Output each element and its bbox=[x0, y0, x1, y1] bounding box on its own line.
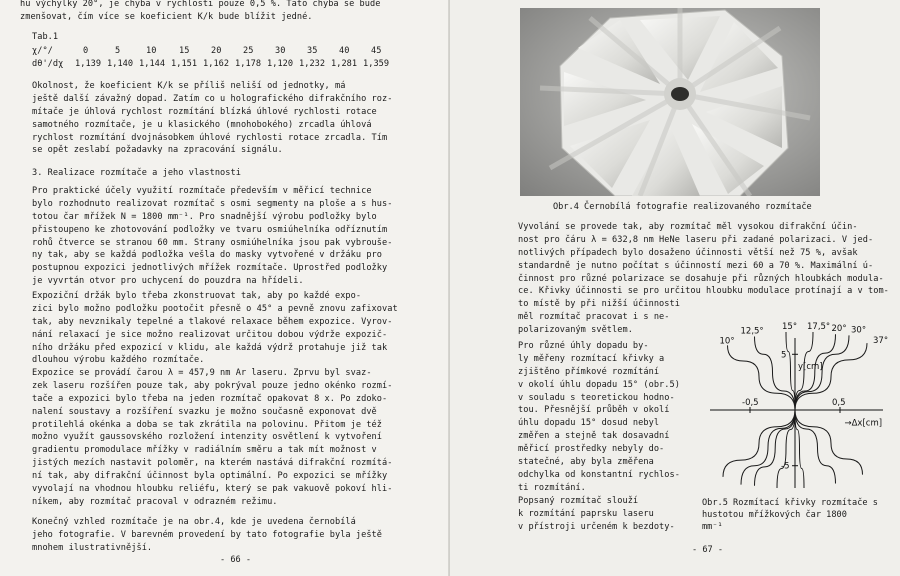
text-line: je vyvrtán otvor pro uchycení do pouzdra na hřídeli. bbox=[32, 276, 304, 287]
table-cell: 0 bbox=[83, 46, 89, 56]
text-line: přistoupeno ke zhotovování podložky ve tvaru osmiúhelníka odříznutím bbox=[32, 224, 388, 235]
text-line: se opět zeslabí požadavky na zpracování signálu. bbox=[32, 145, 283, 156]
text-line: mnohem ilustrativnější. bbox=[32, 542, 153, 553]
text-line: odchylka od konstantní rychlos- bbox=[518, 469, 680, 480]
rotor-photo bbox=[520, 8, 820, 196]
text-line: v souladu s teoretickou hodno- bbox=[518, 392, 675, 403]
figure-caption bbox=[702, 497, 878, 533]
text-line: úhlu dopadu 15° dosud nebyl bbox=[518, 418, 660, 429]
left-top-lines bbox=[20, 0, 380, 24]
text-line: to místě by při nižší účinnosti bbox=[518, 299, 680, 310]
text-line: bylo rozhodnuto realizovat rozmítač s osmi segmenty na ploše a s hus- bbox=[32, 198, 393, 209]
text-line: Pro praktické účely využití rozmítače především v měřicí technice bbox=[32, 186, 372, 196]
text-line: Obr.5 Rozmítací křivky rozmítače s bbox=[702, 498, 878, 508]
text-line: nání relaxací je sice možno realizovat určitou dobou výdrže expozič- bbox=[32, 329, 388, 340]
y-axis-label: y[cm] bbox=[798, 361, 823, 372]
text-line: ly měřeny rozmítací křivky a bbox=[518, 353, 665, 364]
table-cell: 20 bbox=[211, 46, 222, 56]
paragraph bbox=[518, 340, 680, 495]
photo-caption: Obr.4 Černobílá fotografie realizovaného rozmítače bbox=[553, 202, 812, 212]
text-line: nalení soustavy a rozšíření svazku je možno současně exponovat dvě bbox=[32, 406, 377, 417]
table-cell: 1,139 bbox=[75, 59, 102, 69]
text-line: ti rozmítání. bbox=[518, 482, 586, 493]
text-line: totou čar mřížek N = 1800 mm⁻¹. Pro snadnější výrobu podložky bylo bbox=[32, 211, 377, 222]
paragraph bbox=[32, 185, 392, 288]
text-line: zjištěno přímkové rozmítání bbox=[518, 366, 660, 377]
table-cell: 1,232 bbox=[299, 59, 326, 69]
table-cell: 1,162 bbox=[203, 59, 230, 69]
text-line: měl rozmítač pracovat i s ne- bbox=[518, 312, 670, 323]
x-axis-label: →Δx[cm] bbox=[844, 418, 883, 429]
chart-labels bbox=[720, 322, 889, 472]
text-line: Konečný vzhled rozmítače je na obr.4, kde je uvedena černobílá bbox=[32, 517, 356, 527]
table-cell: 25 bbox=[243, 46, 254, 56]
series-label: 10° bbox=[719, 336, 735, 347]
text-line: Pro různé úhly dopadu by- bbox=[518, 341, 649, 351]
table-cell: 15 bbox=[179, 46, 190, 56]
text-line: měřicí prostředky nebyly do- bbox=[518, 444, 665, 455]
text-line: hu výchylky 20°, je chyba v rychlosti pouze 0,5 %. Tato chyba se bude bbox=[20, 0, 381, 9]
text-line: hustotou mřížkových čar 1800 bbox=[702, 510, 847, 520]
table-cell: 40 bbox=[339, 46, 350, 56]
scan-curves-chart bbox=[700, 320, 895, 500]
text-line: zici bylo možno podložku pootočit přesně o 45° a pevně znovu zafixovat bbox=[32, 303, 398, 314]
text-line: samotného rozmítače, je u klasického (mnohobokého) zrcadla úhlová bbox=[32, 119, 372, 130]
paragraph bbox=[32, 80, 392, 157]
x-tick-label: 0,5 bbox=[832, 398, 846, 408]
series-label: 37° bbox=[873, 336, 889, 347]
page-number: - 67 - bbox=[692, 545, 724, 555]
text-line: v okolí úhlu dopadu 15° (obr.5) bbox=[518, 379, 680, 390]
text-line: dlouhou výrobu každého rozmítače. bbox=[32, 355, 205, 366]
table-cell: 1,281 bbox=[331, 59, 358, 69]
text-line: Expoziční držák bylo třeba zkonstruovat tak, aby po každé expo- bbox=[32, 291, 362, 301]
y-tick-label: 5 bbox=[781, 350, 787, 361]
table-cell: 30 bbox=[275, 46, 286, 56]
series-label: 12,5° bbox=[740, 326, 764, 337]
text-line: mítače je úhlová rychlost rozmítání blízká úhlové rychlosti rotace bbox=[32, 106, 377, 117]
series-label: 15° bbox=[782, 322, 798, 332]
page-number: - 66 - bbox=[220, 555, 252, 565]
paragraph bbox=[32, 516, 382, 555]
table-cell: 10 bbox=[146, 46, 157, 56]
text-line: ještě další závažný dopad. Zatím co u holografického difrakčního roz- bbox=[32, 93, 393, 104]
text-line: statečné, aby byla změřena bbox=[518, 457, 654, 468]
text-line: možno využít gaussovského rozložení intenzity osvětlení k vytvoření bbox=[32, 432, 382, 443]
text-line: protilehlá okénka a doba se tak zkrátila na polovinu. Přitom je též bbox=[32, 419, 382, 430]
table-cell: 35 bbox=[307, 46, 318, 56]
text-line: nost pro čáru λ = 632,8 nm HeNe laseru při zadané polarizaci. V jed- bbox=[518, 234, 874, 245]
text-line: k rozmítání paprsku laseru bbox=[518, 508, 654, 519]
table-cell: 1,359 bbox=[363, 59, 390, 69]
paragraph bbox=[518, 495, 675, 534]
text-line: tače a expozici bylo třeba na jeden rozmítač opakovat 8 x. Po zdoko- bbox=[32, 393, 388, 404]
text-line: polarizovaným světlem. bbox=[518, 325, 633, 336]
paragraph bbox=[32, 367, 392, 509]
chart-axes bbox=[710, 338, 883, 488]
text-line: vyvolají na vhodnou hloubku reliéfu, který se pak vakuově pokoví hli- bbox=[32, 484, 393, 495]
table-title: Tab.1 bbox=[32, 32, 59, 42]
text-line: jistých mezích nastavit poloměr, na kterém nastává difrakční rozmítá- bbox=[32, 458, 393, 469]
text-line: ce. Křivky účinnosti se pro určitou hloubku modulace protínají a v tom- bbox=[518, 286, 889, 297]
text-line: Okolnost, že koeficient K/k se příliš neliší od jednotky, má bbox=[32, 81, 346, 91]
text-line: zek laseru rozšířen pouze tak, aby pokrýval pouze jedno okénko rozmí- bbox=[32, 380, 393, 391]
text-line: tou. Přesnější průběh v okolí bbox=[518, 405, 670, 416]
series-label: 30° bbox=[851, 325, 867, 336]
text-line: Vyvolání se provede tak, aby rozmítač měl vysokou difrakční účin- bbox=[518, 222, 858, 232]
text-line: činnost pro různé polarizace se dosahuje při různých hloubkách modula- bbox=[518, 273, 884, 284]
text-line: změřen a stejně tak dosavadní bbox=[518, 431, 670, 442]
text-line: jeho fotografie. V barevném provedení by tato fotografie byla ještě bbox=[32, 529, 382, 540]
text-line: notlivých případech bylo dosaženo účinnosti větší než 75 %, avšak bbox=[518, 247, 858, 258]
text-line: postupnou expozici jednotlivých mřížek rozmítače. Uprostřed podložky bbox=[32, 263, 388, 274]
section-heading: 3. Realizace rozmítače a jeho vlastnosti bbox=[32, 168, 241, 178]
paragraph bbox=[32, 290, 398, 367]
table-cell: 1,144 bbox=[139, 59, 166, 69]
scan-curves-svg bbox=[700, 320, 895, 500]
table-cell: 5 bbox=[115, 46, 121, 56]
table-cell: 1,178 bbox=[235, 59, 262, 69]
text-line: mm⁻¹ bbox=[702, 522, 723, 532]
text-line: zmenšovat, čím více se koeficient K/k bude blížit jedné. bbox=[20, 11, 313, 22]
y-tick-label: -5 bbox=[781, 461, 790, 472]
text-line: ní tak, aby difrakční účinnost byla optimální. Po expozici se mřížky bbox=[32, 471, 388, 482]
table-row-2-label: dθ'/dχ bbox=[32, 59, 64, 69]
table-cell: 45 bbox=[371, 46, 382, 56]
text-line: Popsaný rozmítač slouží bbox=[518, 496, 639, 506]
text-line: ny tak, aby se každá podložka vešla do masky vytvořené v držáku pro bbox=[32, 250, 382, 261]
table-row-1-label: χ/°/ bbox=[32, 46, 53, 56]
text-line: níkem, aby rozmítač pracoval v odrazném režimu. bbox=[32, 496, 278, 507]
text-line: Expozice se provádí čarou λ = 457,9 nm Ar laseru. Zprvu byl svaz- bbox=[32, 368, 372, 378]
text-line: gradientu promodulace mřížky v radiálním směru a tak mít možnost v bbox=[32, 445, 377, 456]
x-tick-label: -0,5 bbox=[742, 398, 759, 408]
table-cell: 1,140 bbox=[107, 59, 134, 69]
text-line: ního držáku před expozicí v klidu, ale každá výdrž protahuje již tak bbox=[32, 342, 388, 353]
text-line: rychlost rozmítání dvojnásobkem úhlové rychlosti rotace zrcadla. Tím bbox=[32, 132, 388, 143]
table-cell: 1,151 bbox=[171, 59, 198, 69]
text-line: v přístroji určeném k bezdoty- bbox=[518, 521, 675, 532]
table-cell: 1,120 bbox=[267, 59, 294, 69]
text-line: rohů čtverce se stranou 60 mm. Strany osmiúhelníka jsou pak vybrouše- bbox=[32, 237, 393, 248]
text-line: tak, aby nevznikaly tepelné a tlakové relaxace během expozice. Vyrov- bbox=[32, 316, 393, 327]
series-label: 20° bbox=[831, 324, 847, 335]
series-label: 17,5° bbox=[807, 322, 831, 332]
text-line: standardně je nutno počítat s účinností mezi 60 a 70 %. Maximální ú- bbox=[518, 260, 874, 271]
